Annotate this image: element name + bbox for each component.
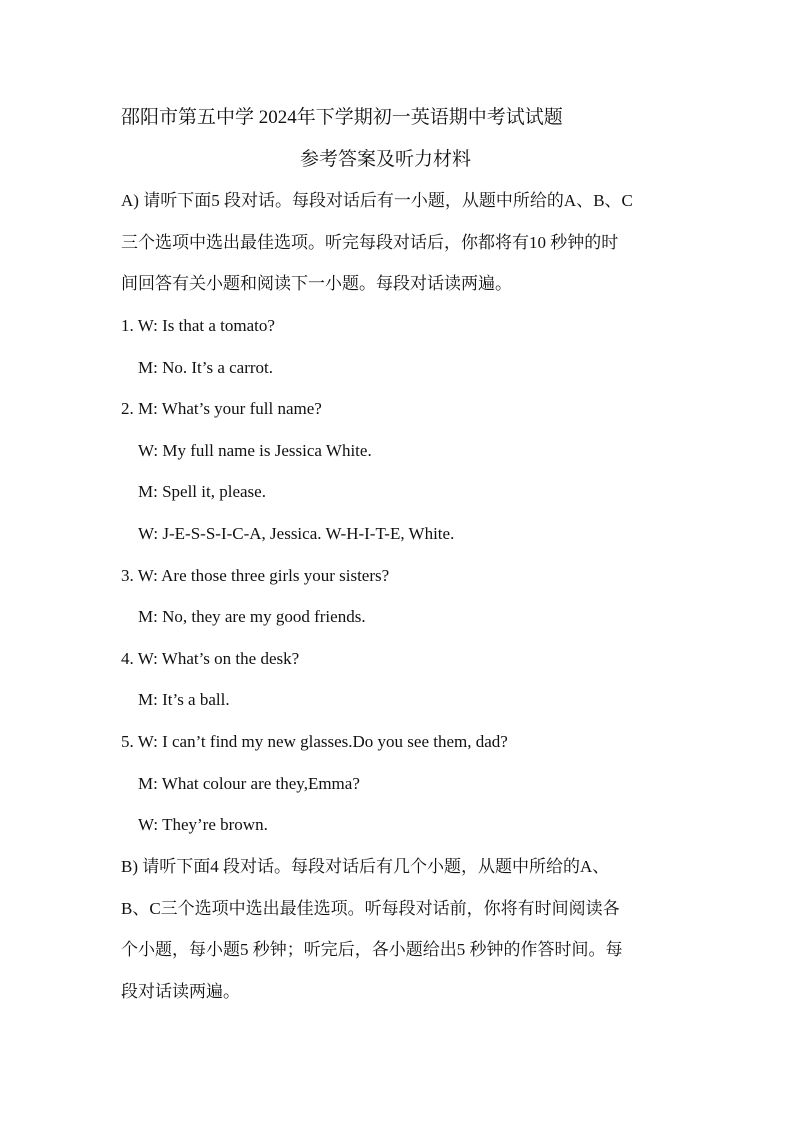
dialog-line: W: My full name is Jessica White.: [138, 440, 372, 460]
section-b-line: 段对话读两遍。: [121, 981, 240, 1001]
dialog-transcripts: [121, 305, 681, 846]
dialog-line: 2. M: What’s your full name?: [121, 399, 322, 419]
dialog-line: M: What colour are they,Emma?: [138, 773, 360, 793]
section-a-line: 三个选项中选出最佳选项。听完每段对话后，你都将有10 秒钟的时: [121, 232, 619, 252]
dialog-line: M: No, they are my good friends.: [138, 607, 366, 627]
section-a-line: A) 请听下面5 段对话。每段对话后有一小题，从题中所给的A、B、C: [121, 191, 633, 210]
dialog-line: 1. W: Is that a tomato?: [121, 316, 275, 335]
document-title: 邵阳市第五中学 2024年下学期初一英语期中考试试题: [121, 107, 563, 128]
section-a-instructions: [121, 180, 711, 305]
document-subtitle: 参考答案及听力材料: [300, 149, 472, 170]
dialog-line: 4. W: What’s on the desk?: [121, 648, 300, 668]
section-b-instructions: [121, 846, 711, 1012]
dialog-line: M: Spell it, please.: [138, 482, 266, 502]
dialog-line: 3. W: Are those three girls your sisters?: [121, 565, 390, 585]
section-b-line: B) 请听下面4 段对话。每段对话后有几个小题，从题中所给的A、: [121, 857, 610, 876]
section-b-line: 个小题，每小题5 秒钟；听完后，各小题给出5 秒钟的作答时间。每: [121, 940, 623, 959]
dialog-line: M: No. It’s a carrot.: [138, 357, 274, 377]
dialog-line: 5. W: I can’t find my new glasses.Do you see them, dad?: [121, 731, 508, 751]
dialog-line: W: They’re brown.: [138, 815, 268, 835]
section-a-line: 间回答有关小题和阅读下一小题。每段对话读两遍。: [121, 274, 512, 293]
dialog-line: W: J-E-S-S-I-C-A, Jessica. W-H-I-T-E, White.: [138, 523, 455, 543]
dialog-line: M: It’s a ball.: [138, 690, 230, 710]
section-b-line: B、C三个选项中选出最佳选项。听每段对话前，你将有时间阅读各: [121, 898, 620, 918]
